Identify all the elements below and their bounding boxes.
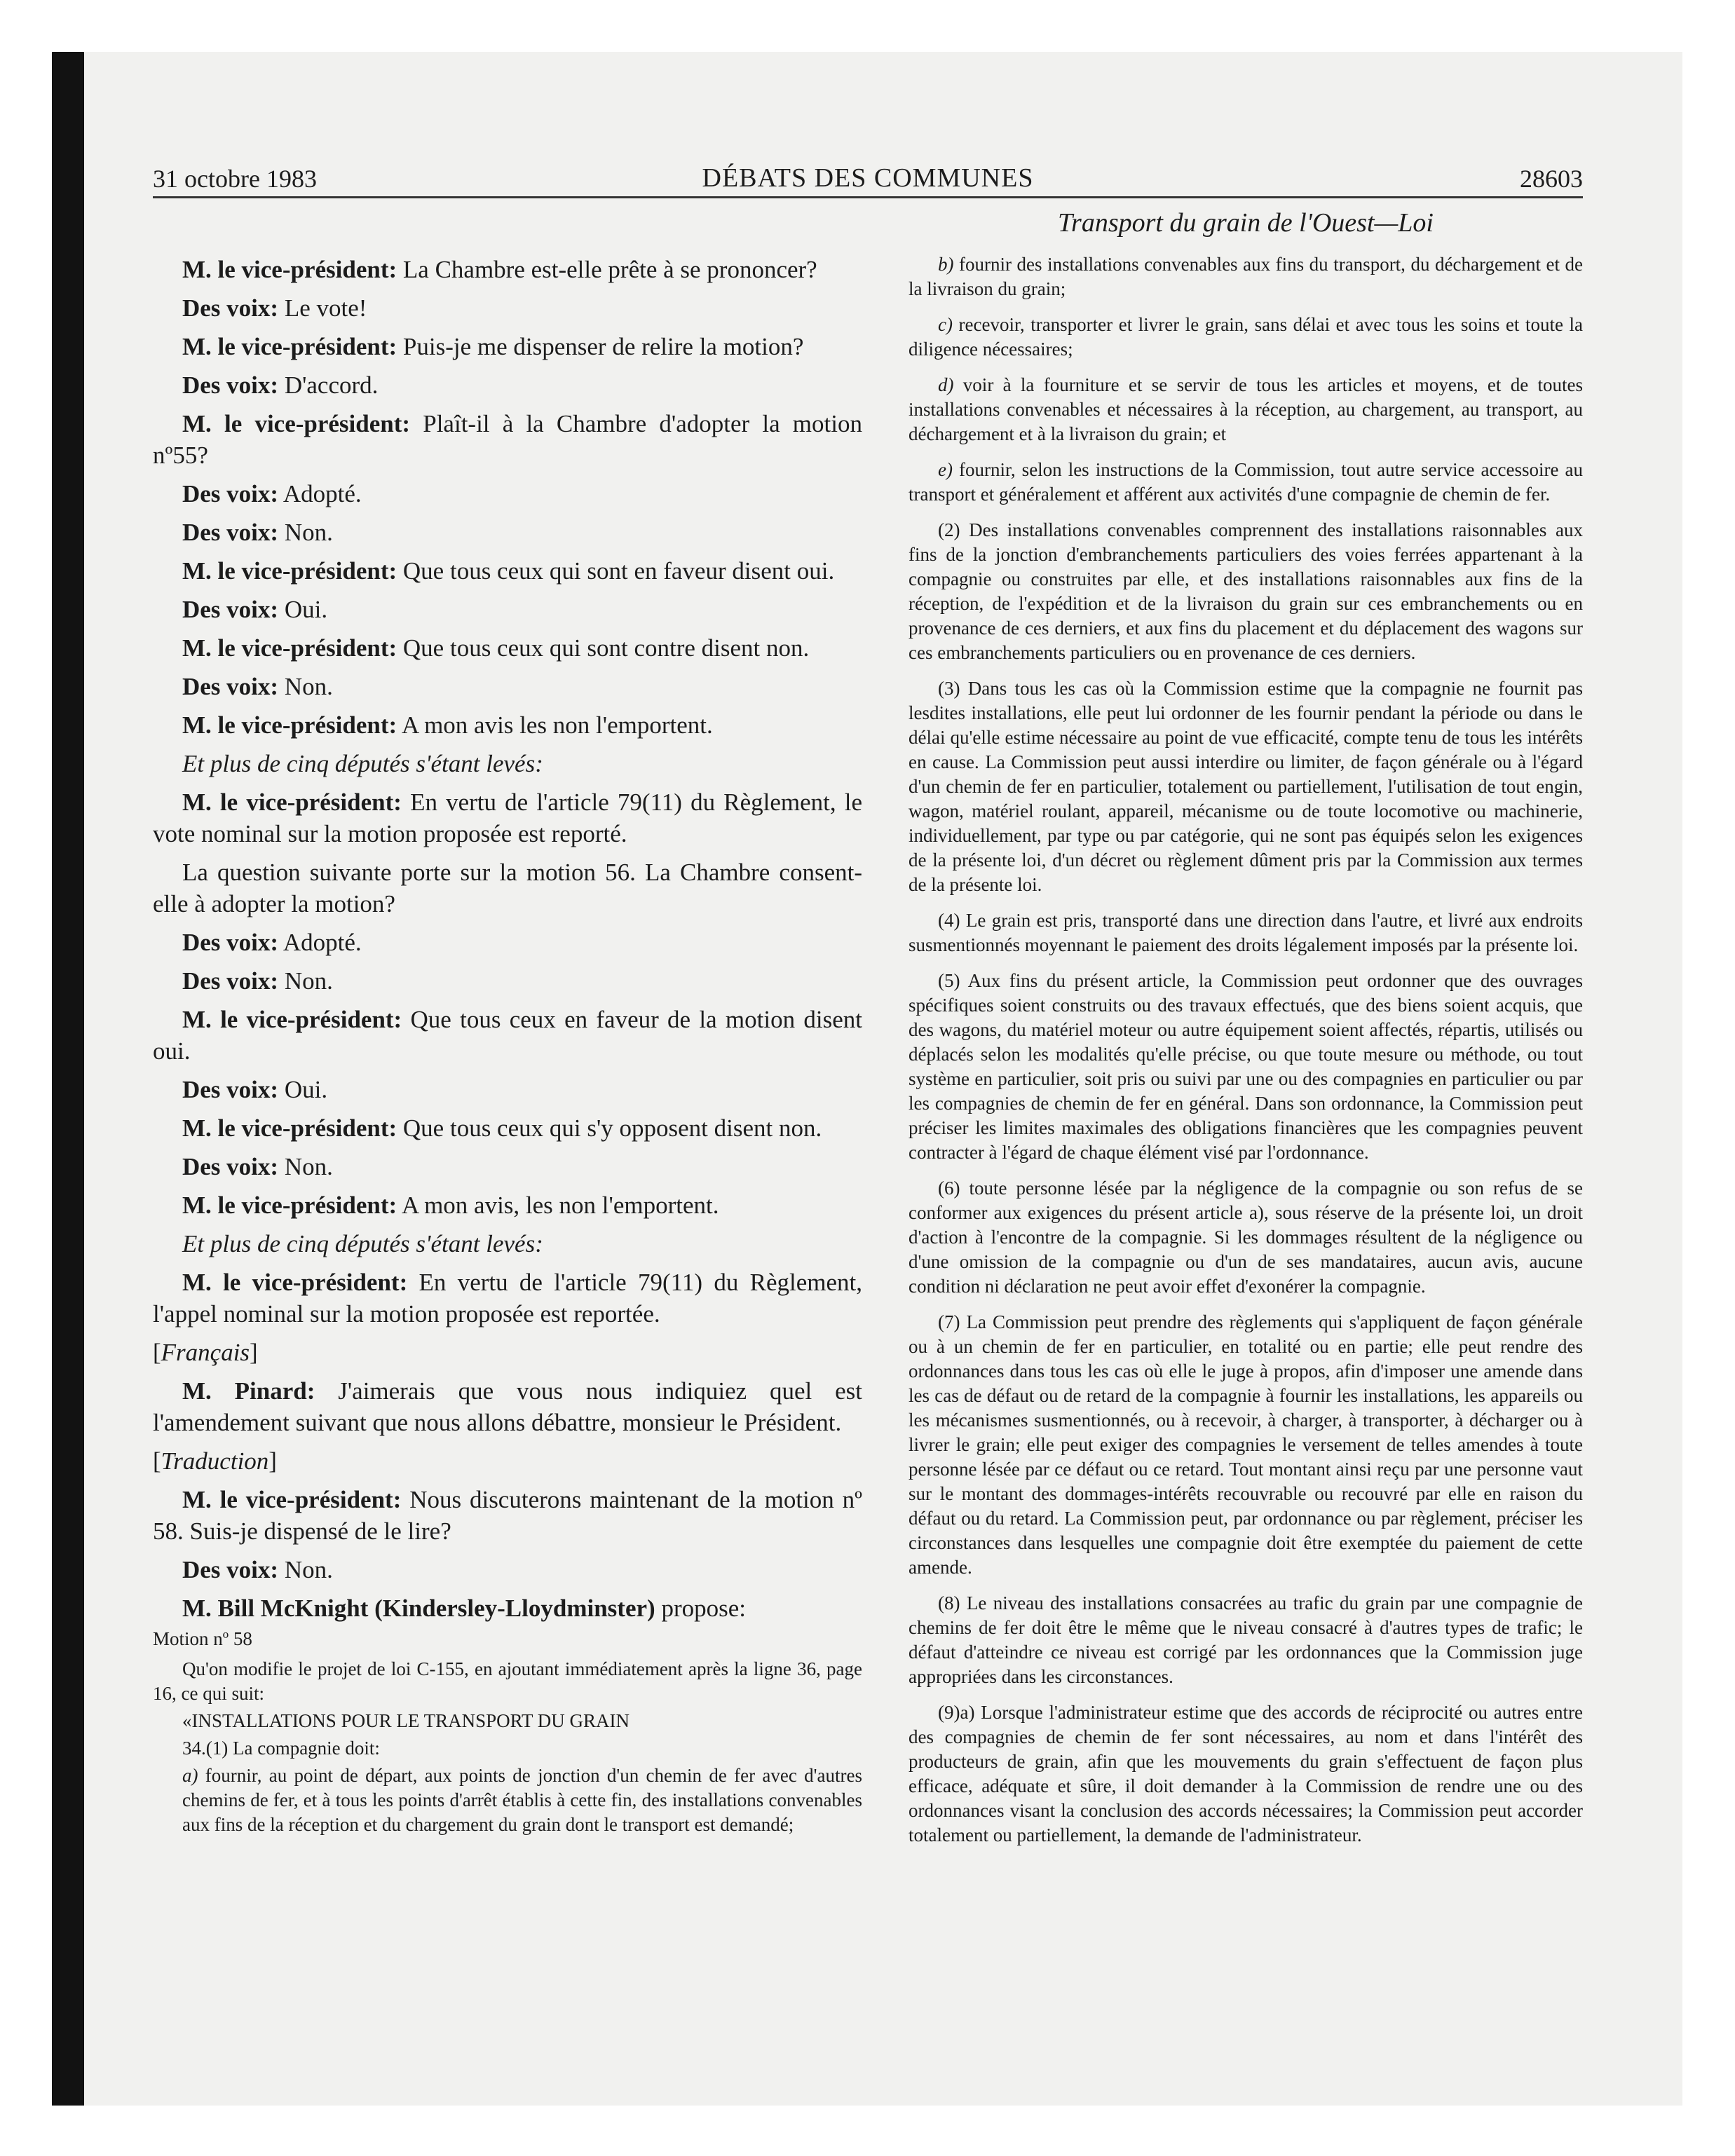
speech: Que tous ceux en faveur de la motion disent oui. xyxy=(153,1006,862,1065)
header-title: DÉBATS DES COMMUNES xyxy=(702,163,1034,193)
page-header xyxy=(153,157,1583,198)
speech: Puis-je me dispenser de relire la motion? xyxy=(397,333,804,360)
language-label: Traduction xyxy=(161,1447,269,1475)
subsection-6: (6) toute personne lésée par la négligence de la compagnie ou son refus de se conformer aux exigences du présent article a), sous réserve de la présente loi, un droit d'action à l'encontre de la compagnie. Si les dommages résultent de la négligence ou d'une omission de la compagnie ou d'un de ses mandataires, aucun avis, aucune condition ni déclaration ne peut avoir effet d'exonérer la compagnie. xyxy=(909,1178,1583,1297)
paragraph xyxy=(153,1375,862,1438)
paragraph xyxy=(153,709,862,741)
paragraph xyxy=(153,517,862,548)
speech: La Chambre est-elle prête à se prononcer? xyxy=(397,256,817,283)
paragraph xyxy=(153,1267,862,1330)
speech: Que tous ceux qui sont contre disent non. xyxy=(397,634,810,662)
speaker: M. le vice-président: xyxy=(182,1486,402,1513)
right-column xyxy=(909,252,1583,1859)
speech: En vertu de l'article 79(11) du Règlement, le vote nominal sur la motion proposée est reporté. xyxy=(153,789,862,847)
paragraph xyxy=(153,555,862,587)
paragraph xyxy=(153,632,862,664)
speech: A mon avis les non l'emportent. xyxy=(397,711,713,739)
item-label: d) xyxy=(938,374,954,395)
subsection-2: (2) Des installations convenables comprennent des installations raisonnables aux fins de la jonction d'embranchements particuliers des voies ferrées appartenant à la compagnie ou construites par elle, et des installations raisonnables aux fins de la réception, de l'expédition et de la livraison du grain sur ces embranchements ou en provenance de ces derniers, et aux fins du placement et du déplacement des wagons sur ces embranchements particuliers ou en provenance de ces derniers. xyxy=(909,519,1583,663)
subsection-7: (7) La Commission peut prendre des règlements qui s'appliquent de façon générale ou à un chemin de fer en particulier, en totalité ou en partie; elle peut rendre des ordonnances dans tous les cas où elle le juge à propos, afin d'imposer une amende dans les cas de défaut ou de retard de la compagnie à fournir les installations, les appareils ou les mécanismes susmentionnés, ou à recevoir, à charger, à transporter, à décharger ou à livrer le grain; elle peut exiger des compagnies le versement de telles amendes à toute personne lésée par ce défaut ou ce retard. Tout montant ainsi reçu par une personne vaut sur le montant des dommages-intérêts recouvrable ou recouvré par elle en raison du défaut ou du retard. La Commission peut, par ordonnance ou par règlement, préciser les circonstances dans lesquelles une compagnie doit être exemptée du paiement de cette amende. xyxy=(909,1311,1583,1578)
speech: Non. xyxy=(278,673,333,700)
paragraph xyxy=(153,786,862,850)
paragraph xyxy=(153,1112,862,1144)
speech: Non. xyxy=(278,967,333,995)
motion-heading: «INSTALLATIONS POUR LE TRANSPORT DU GRAIN xyxy=(182,1710,630,1731)
paragraph xyxy=(153,1554,862,1585)
item-d xyxy=(909,373,1583,446)
speech: Oui. xyxy=(278,596,328,623)
speaker: M. le vice-président: xyxy=(182,711,397,739)
speaker: Des voix: xyxy=(182,480,279,507)
speech: D'accord. xyxy=(278,371,379,399)
item-text: fournir, selon les instructions de la Commission, tout autre service accessoire au transport et généralement et afférent aux activités d'une compagnie de chemin de fer. xyxy=(909,459,1583,505)
motion-number: Motion nº 58 xyxy=(153,1628,252,1649)
speaker: M. le vice-président: xyxy=(182,1114,397,1142)
speaker: M. Pinard: xyxy=(182,1377,315,1405)
paragraph xyxy=(153,254,862,285)
item-a xyxy=(153,1763,862,1837)
speaker: M. le vice-président: xyxy=(182,1006,402,1033)
speech: Plaît-il à la Chambre d'adopter la motion nº55? xyxy=(153,410,862,469)
speaker: Des voix: xyxy=(182,1556,279,1583)
item-label: b) xyxy=(938,254,954,275)
running-title: Transport du grain de l'Ouest—Loi xyxy=(1058,208,1434,238)
speech: A mon avis, les non l'emportent. xyxy=(397,1192,719,1219)
subsection-5: (5) Aux fins du présent article, la Commission peut ordonner que des ouvrages spécifiques soient construits ou des travaux effectués, que des biens soient acquis, que des wagons, du matériel moteur ou autre équipement soient affectés, répartis, utilisés ou déplacés selon les modalités qu'elle précise, ou que toute mesure ou méthode, ou tout système en particulier, soit pris ou suivi par une ou des compagnies en particulier ou par les compagnies de chemin de fer en général. Dans son ordonnance, la Commission peut préciser les limites maximales des obligations financières que les compagnies peuvent contracter à l'égard de chaque élément visé par l'ordonnance. xyxy=(909,970,1583,1163)
header-date: 31 octobre 1983 xyxy=(153,165,317,193)
item-b xyxy=(909,252,1583,301)
speaker: Des voix: xyxy=(182,1153,279,1180)
speech: Non. xyxy=(278,519,333,546)
item-text: fournir, au point de départ, aux points de jonction d'un chemin de fer avec d'autres chemins de fer, et à tous les points d'arrêt établis à cette fin, des installations convenables aux fins de la réception et du chargement du grain dont le transport est demandé; xyxy=(182,1765,862,1835)
speaker: M. le vice-président: xyxy=(182,1192,397,1219)
stage-direction: Et plus de cinq députés s'étant levés: xyxy=(182,750,543,777)
speech: Que tous ceux qui sont en faveur disent oui. xyxy=(397,557,835,585)
paragraph xyxy=(153,594,862,625)
paragraph xyxy=(153,369,862,401)
paragraph xyxy=(153,1484,862,1547)
paragraph xyxy=(153,671,862,702)
paragraph xyxy=(153,927,862,958)
paragraph xyxy=(153,478,862,510)
speaker: Des voix: xyxy=(182,673,279,700)
subsection-3: (3) Dans tous les cas où la Commission estime que la compagnie ne fournit pas lesdites installations, elle peut lui ordonner de les fournir pendant la période ou dans le délai qu'elle estime nécessaire au point de vue efficacité, compte tenu de tous les intérêts en cause. La Commission peut aussi interdire ou limiter, de façon générale ou à l'égard d'un chemin de fer en particulier, totalement ou partiellement, l'utilisation de tout engin, wagon, matériel roulant, appareil, mécanisme ou de toute locomotive ou machinerie, individuellement, par type ou par catégorie, qui ne sont pas équipés selon les exigences de la présente loi, d'un décret ou règlement dûment pris par la Commission aux termes de la présente loi. xyxy=(909,678,1583,895)
left-column xyxy=(153,254,862,1837)
speech: Adopté. xyxy=(278,480,362,507)
speaker: Des voix: xyxy=(182,294,279,322)
paragraph xyxy=(153,1592,862,1624)
speech: Non. xyxy=(278,1556,333,1583)
speaker: Des voix: xyxy=(182,1076,279,1103)
speech: Non. xyxy=(278,1153,333,1180)
speaker: Des voix: xyxy=(182,371,279,399)
speech: Le vote! xyxy=(278,294,367,322)
subsection-8: (8) Le niveau des installations consacrées au trafic du grain par une compagnie de chemins de fer doit être le même que le niveau consacré à d'autres types de trafic; le défaut d'atteindre ce niveau est corrigé par les ordonnances que la Commission juge appropriées dans les circonstances. xyxy=(909,1592,1583,1687)
speaker: Des voix: xyxy=(182,519,279,546)
language-marker: [Traduction] xyxy=(153,1447,277,1475)
language-label: Français xyxy=(161,1339,250,1366)
paragraph xyxy=(153,292,862,324)
speaker: M. le vice-président: xyxy=(182,256,397,283)
speech: Nous discuterons maintenant de la motion nº 58. Suis-je dispensé de le lire? xyxy=(153,1486,862,1545)
speaker: Des voix: xyxy=(182,967,279,995)
item-label: c) xyxy=(938,314,953,335)
item-text: recevoir, transporter et livrer le grain, sans délai et avec tous les soins et toute la diligence nécessaires; xyxy=(909,314,1583,360)
item-text: voir à la fourniture et se servir de tous les articles et moyens, et de toutes installations convenables et nécessaires à la réception, au chargement, au transport, au déchargement et à la livraison du grain; et xyxy=(909,374,1583,444)
speaker: Des voix: xyxy=(182,596,279,623)
speaker: M. le vice-président: xyxy=(182,1269,408,1296)
paragraph xyxy=(153,1074,862,1105)
page-number: 28603 xyxy=(1520,165,1583,193)
speaker: Des voix: xyxy=(182,929,279,956)
item-text: fournir des installations convenables aux fins du transport, du déchargement et de la livraison du grain; xyxy=(909,254,1583,299)
item-label: a) xyxy=(182,1765,198,1786)
speaker: M. le vice-président: xyxy=(182,634,397,662)
item-e xyxy=(909,458,1583,507)
speech: J'aimerais que vous nous indiquiez quel est l'amendement suivant que nous allons débattre, monsieur le Président. xyxy=(153,1377,862,1436)
paragraph: La question suivante porte sur la motion 56. La Chambre consent-elle à adopter la motion? xyxy=(153,859,862,917)
paragraph xyxy=(153,1151,862,1182)
speech: Que tous ceux qui s'y opposent disent non. xyxy=(397,1114,822,1142)
paragraph xyxy=(153,1004,862,1067)
speaker: M. le vice-président: xyxy=(182,410,411,437)
language-marker: [Français] xyxy=(153,1339,258,1366)
speech: Adopté. xyxy=(278,929,362,956)
item-label: e) xyxy=(938,459,953,480)
paragraph xyxy=(153,965,862,997)
motion-intro: Qu'on modifie le projet de loi C-155, en ajoutant immédiatement après la ligne 36, page 16, ce qui suit: xyxy=(153,1658,862,1704)
paragraph xyxy=(153,331,862,362)
speaker: M. Bill McKnight (Kindersley-Lloydminster) xyxy=(182,1595,655,1622)
stage-direction: Et plus de cinq députés s'étant levés: xyxy=(182,1230,543,1257)
paragraph xyxy=(153,408,862,471)
speaker: M. le vice-président: xyxy=(182,333,397,360)
paragraph xyxy=(153,1189,862,1221)
speech: propose: xyxy=(655,1595,746,1622)
speaker: M. le vice-président: xyxy=(182,789,402,816)
speaker: M. le vice-président: xyxy=(182,557,397,585)
item-c xyxy=(909,313,1583,362)
subsection-4: (4) Le grain est pris, transporté dans une direction dans l'autre, et livré aux endroits susmentionnés moyennant le paiement des droits légalement imposés par la présente loi. xyxy=(909,910,1583,955)
binding-edge xyxy=(52,52,84,2106)
speech: Oui. xyxy=(278,1076,328,1103)
subsection-9a: (9)a) Lorsque l'administrateur estime que des accords de réciprocité ou autres entre des compagnies de chemin de fer sont nécessaires, au nom et dans l'intérêt des producteurs de grain, afin que les mouvements du grain s'effectuent de façon plus efficace, adéquate et sûre, il doit demander à la Commission de rendre une ou des ordonnances visant la conclusion des accords nécessaires; la Commission peut accorder totalement ou partiellement, la demande de l'administrateur. xyxy=(909,1702,1583,1845)
article-34-1: 34.(1) La compagnie doit: xyxy=(182,1738,380,1759)
speech: En vertu de l'article 79(11) du Règlement, l'appel nominal sur la motion proposée est reportée. xyxy=(153,1269,862,1328)
